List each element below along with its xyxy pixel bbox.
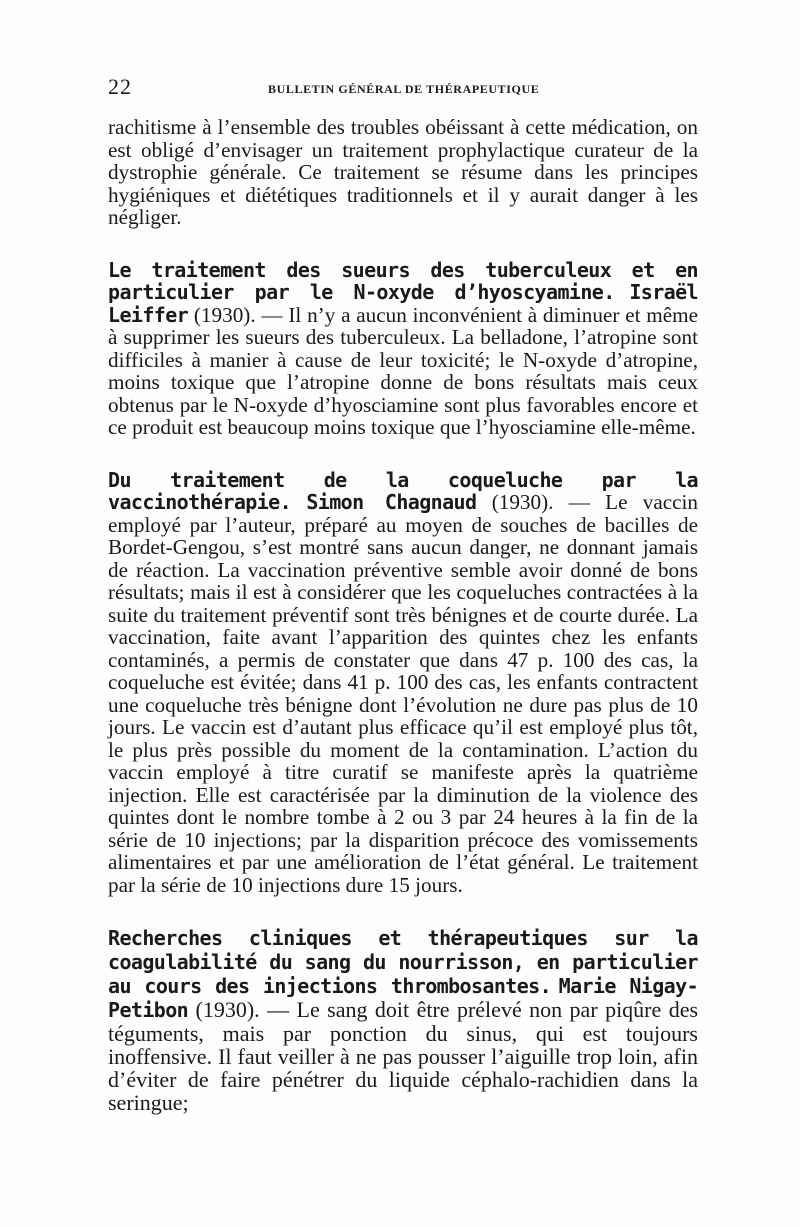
document-page bbox=[108, 68, 698, 1114]
article-paragraph bbox=[108, 926, 698, 1114]
article-title: Le traitement des sueurs des tuberculeux et en particulier par le N-oxyde d’hyoscyamine. bbox=[108, 257, 698, 304]
page-header bbox=[108, 68, 698, 98]
article-body: — Le sang doit être prélevé non par piqûre des téguments, mais par ponction du sinus, qui est toujours inoffensive. Il faut veiller à ne pas pousser l’aiguille trop loin, afin d’éviter de faire pénétrer du liquide céphalo-rachidien dans la seringue; bbox=[108, 997, 699, 1115]
article-title: Recherches cliniques et thérapeutiques sur la coagulabilité du sang du nourrisson, en particulier au cours des injections thrombosantes. bbox=[108, 926, 698, 998]
article-author: Simon Chagnaud bbox=[306, 490, 477, 514]
article-paragraph bbox=[108, 259, 698, 439]
article-whooping-cough bbox=[108, 469, 698, 897]
article-year: (1930). bbox=[193, 302, 256, 327]
article-title: Du traitement de la coqueluche par la vaccinothérapie. bbox=[108, 467, 698, 514]
running-title: BULLETIN GÉNÉRAL DE THÉRAPEUTIQUE bbox=[268, 82, 540, 96]
article-author: Israël Leiffer bbox=[108, 280, 698, 327]
intro-paragraph: rachitisme à l’ensemble des troubles obéissant à cette médication, on est obligé d’envisager un traitement prophylactique curateur de la dystrophie générale. Ce traitement se résume dans les principes hygiéniques et diététiques traditionnels et il y aurait danger à les négliger. bbox=[108, 115, 698, 229]
article-sweats-tuberculosis bbox=[108, 259, 698, 439]
article-author: Marie Nigay-Petibon bbox=[108, 974, 699, 1022]
article-infant-coagulability bbox=[108, 926, 698, 1114]
article-year: (1930). bbox=[195, 997, 260, 1022]
article-body: — Il n’y a aucun inconvénient à diminuer et même à supprimer les sueurs des tuberculeux. La belladone, l’atropine sont difficiles à manier à cause de leur toxicité; le N-oxyde d’atropine, moins toxique que l’atropine donne de bons résultats mais ceux obtenus par le N-oxyde d’hyosciamine sont plus favorables encore et ce produit est beaucoup moins toxique que l’hyosciamine elle-même. bbox=[108, 302, 699, 439]
article-year: (1930). bbox=[491, 490, 554, 514]
article-paragraph bbox=[108, 469, 698, 897]
article-body: — Le vaccin employé par l’auteur, préparé au moyen de souches de bacilles de Bordet-Gengou, s’est montré sans aucun danger, ne donnant jamais de réaction. La vaccination préventive semble avoir donné de bons résultats; mais il est à considérer que les coqueluches contractées à la suite du traitement préventif sont très bénignes et de courte durée. La vaccination, faite avant l’apparition des quintes chez les enfants contaminés, a permis de constater que dans 47 p. 100 des cas, la coqueluche est évitée; dans 41 p. 100 des cas, les enfants contractent une coqueluche très bénigne dont l’évolution ne dure pas plus de 10 jours. Le vaccin est d’autant plus efficace qu’il est employé plus tôt, le plus près possible du moment de la contamination. L’action du vaccin employé à titre curatif se manifeste après la quatrième injection. Elle est caractérisée par la diminution de la violence des quintes dont le nombre tombe à 2 ou 3 par 24 heures à la fin de la série de 10 injections; par la disparition précoce des vomissements alimentaires et par une amélioration de l’état général. Le traitement par la série de 10 injections dure 15 jours. bbox=[108, 490, 699, 897]
page-number: 22 bbox=[108, 74, 132, 99]
